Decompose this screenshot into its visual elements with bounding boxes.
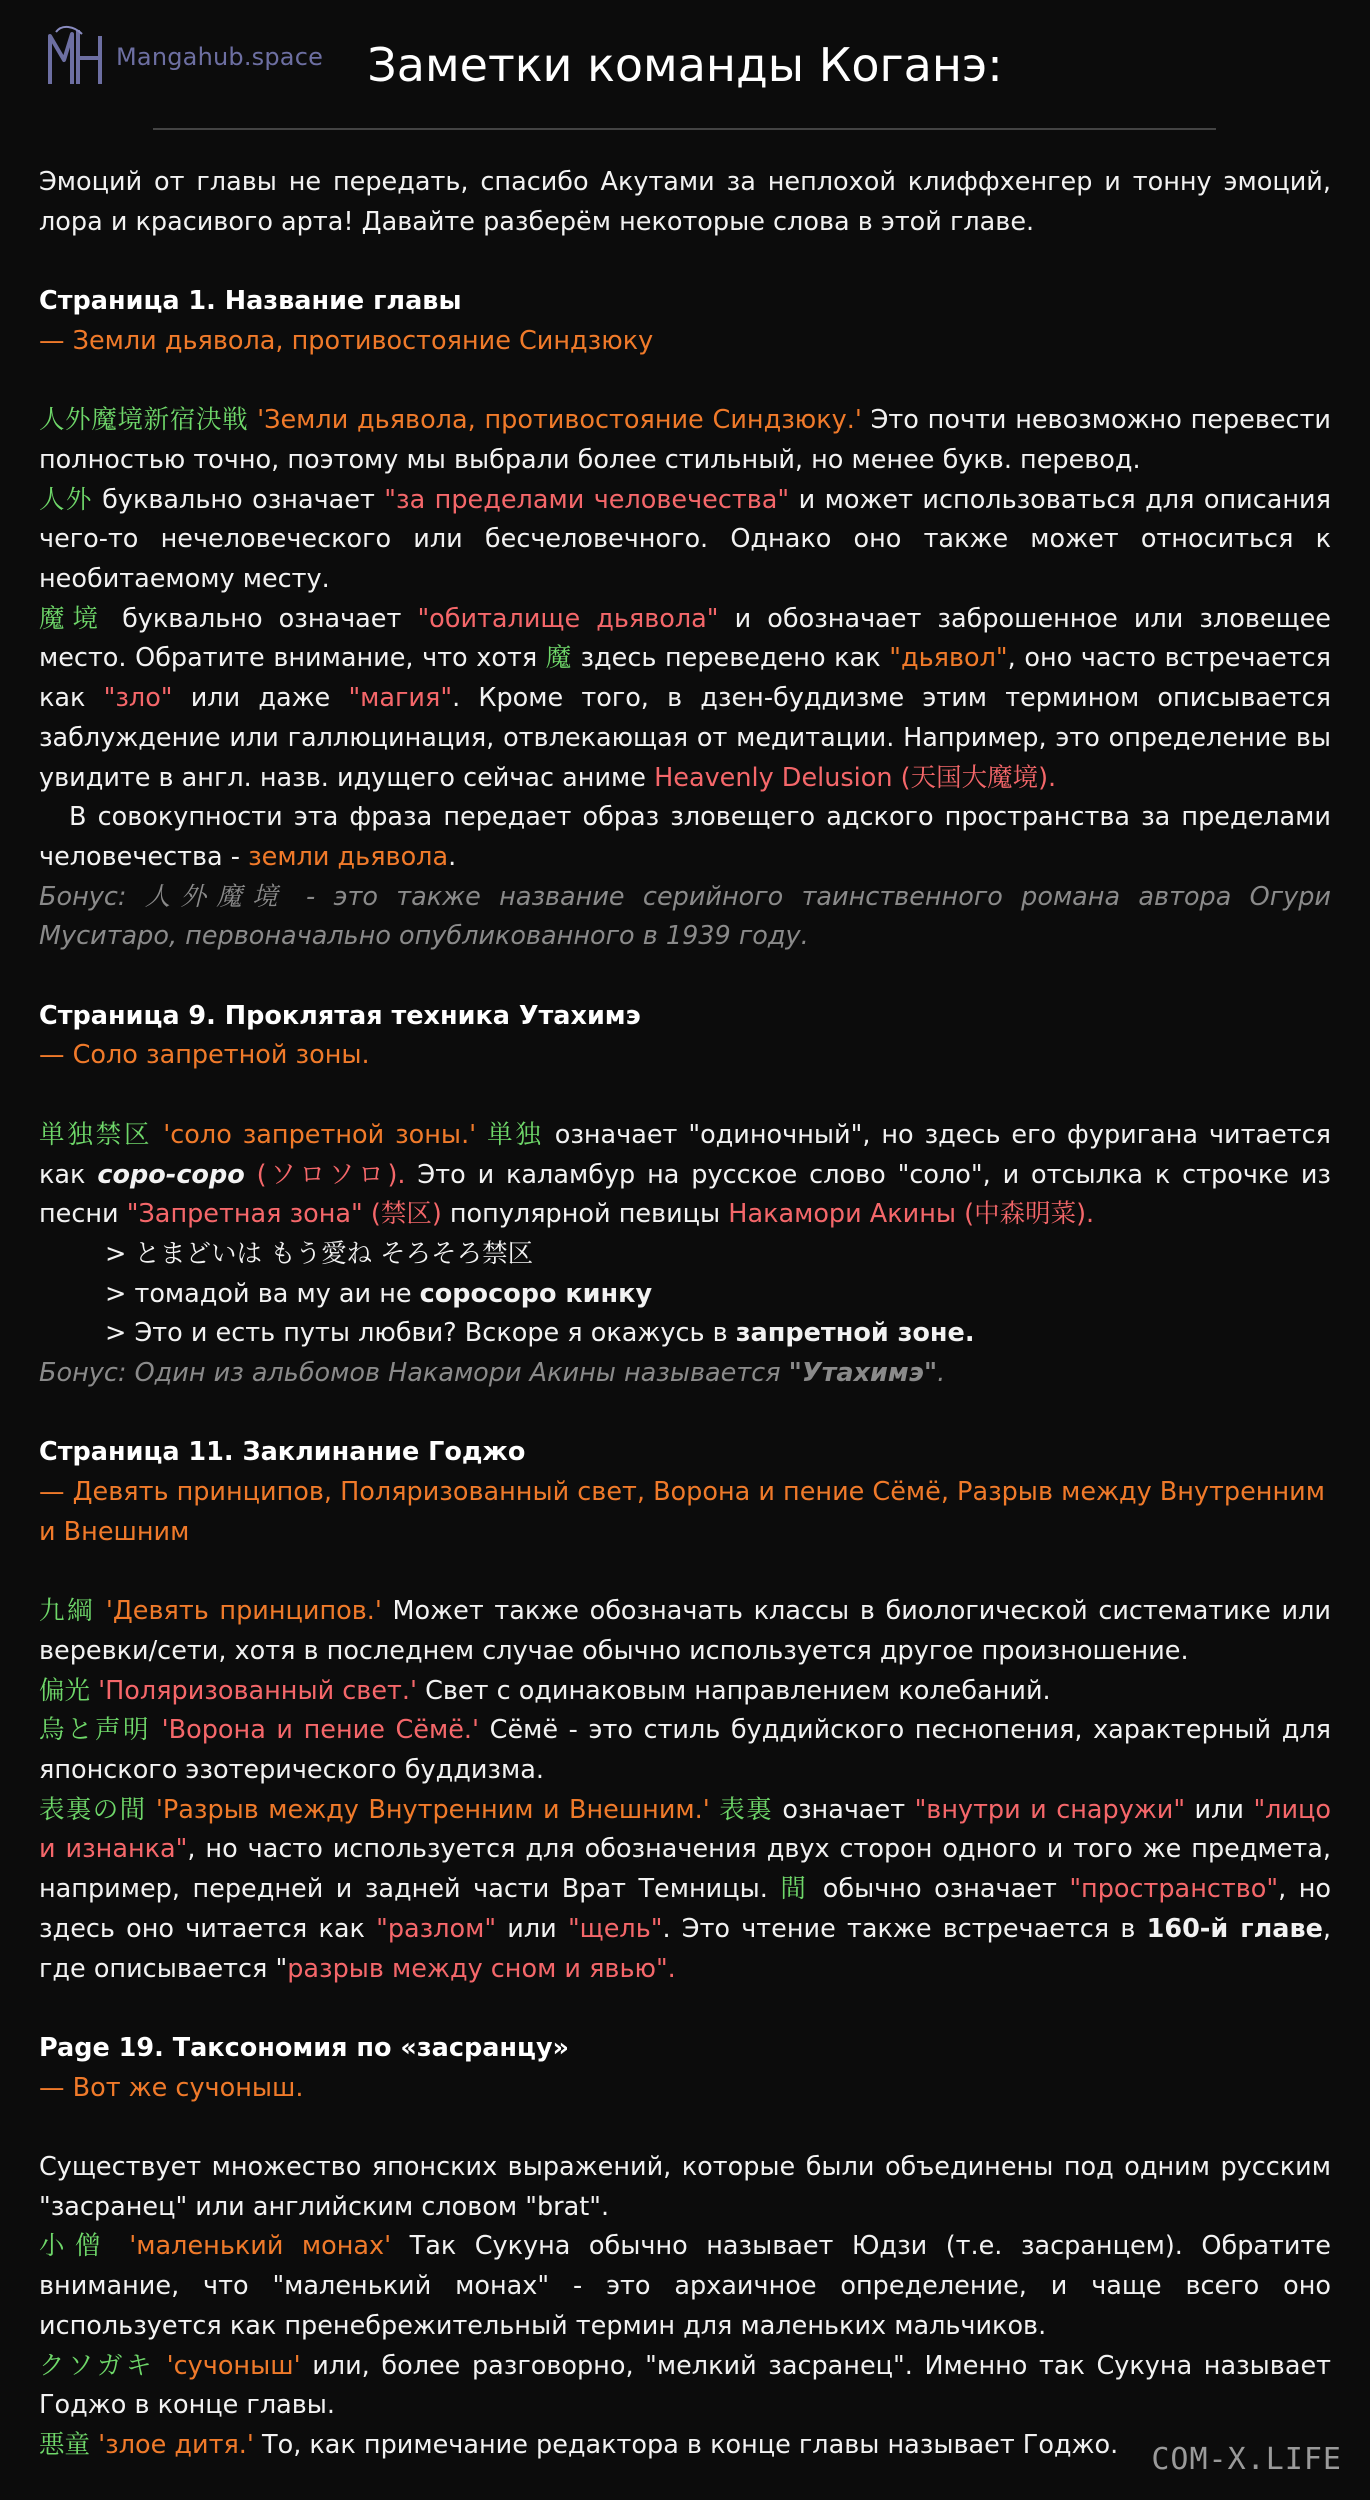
note-text: и может использоваться для описания чего-то нечеловеческого или бесчеловечного. Однако оно также может относиться к необитаемому месту. [39,484,1331,594]
section-subtitle-page1: — Земли дьявола, противостояние Синдзюку [39,325,654,356]
translation-quote: "щель" [567,1913,663,1944]
translation-quote: 'соло запретной зоны.' [152,1119,477,1150]
notes-body [39,163,1331,2466]
note-text: означает "одиночный", но здесь его фуригана читается как [39,1119,1331,1190]
note-text: Это и каламбур на русское слово "соло", и отсылка к строчке из песни [39,1159,1331,1230]
translation-quote: земли дьявола [248,841,449,872]
note-text: или [1185,1794,1254,1825]
lyric-text: > Это и есть путы любви? Вскоре я окажусь в [105,1318,736,1349]
translation-quote: "пространство" [1069,1874,1279,1905]
note-paragraph [39,1672,1331,1712]
note-text: буквально означает [92,484,385,515]
japanese-term: 烏と声明 [39,1715,152,1746]
note-paragraph [39,798,1331,877]
translation-quote: "обиталище дьявола" [417,603,719,634]
note-text: обычно означает [810,1874,1070,1905]
note-text: , но часто используется для обозначения двух сторон одного и того же предмета, например, передней и задней части Врат Темницы. [39,1834,1331,1905]
song-title: "Запретная зона" (禁区) [126,1199,442,1230]
note-text: , оно часто встречается как [39,643,1332,714]
note-paragraph: Существует множество японских выражений, которые были объединены под одним русским "засранец" или английским словом "brat". [39,2152,1331,2222]
lyric-emphasis: соросоро кинку [419,1278,653,1309]
note-text: или [496,1913,568,1944]
note-paragraph [39,2347,1331,2426]
note-paragraph [39,2426,1331,2466]
translation-quote: "внутри и снаружи" [914,1794,1186,1825]
translation-quote: "разлом" [376,1913,497,1944]
note-text: буквально означает [105,603,418,634]
translation-quote: 'Ворона и пение Сёмё.' [151,1715,480,1746]
section-heading-page1: Страница 1. Название главы [39,286,462,317]
note-paragraph [39,1592,1331,1671]
lyric-line [39,1314,1331,1354]
note-text: Это почти невозможно перевести полностью точно, поэтому мы выбрали более стильный, но менее букв. перевод. [39,405,1331,475]
note-text: Сёмё - это стиль буддийского песнопения, характерный для японского эзотерического буддизма. [39,1715,1332,1786]
note-text: здесь переведено как [571,643,890,674]
note-text: Может также обозначать классы в биологической систематике или веревки/сети, хотя в последнем случае обычно используется другое произношение. [39,1596,1331,1666]
translation-quote: "дьявол" [889,643,1008,674]
lyric-line: > とまどいは もう愛ね そろそろ禁区 [105,1238,534,1269]
note-text: и обозначает заброшенное или зловещее место. Обратите внимание, что хотя [39,603,1331,674]
note-text: В совокупности эта фраза передает образ зловещего адского пространства за пределами человечества - [39,802,1331,872]
bonus-emphasis: "Утахимэ" [788,1358,938,1389]
note-paragraph [39,401,1331,480]
section-heading-page19: Page 19. Таксономия по «засранцу» [39,2032,570,2063]
note-text: или, более разговорно, "мелкий засранец". Именно так Сукуна называет Годжо в конце главы. [39,2350,1331,2421]
bonus-note [39,1354,1331,1394]
translation-quote: 'Девять принципов.' [95,1596,382,1627]
japanese-term: 悪童 [39,2429,91,2460]
note-text: , где описывается " [39,1913,1331,1984]
intro-paragraph: Эмоций от главы не передать, спасибо Акутами за неплохой клиффхенгер и тонну эмоций, лора и красивого арта! Давайте разберём некоторые слова в этой главе. [39,167,1331,237]
lyric-line [39,1275,1331,1315]
note-text: . [448,841,457,872]
logo-text: Mangahub.space [116,43,324,71]
translation-quote: 'Земли дьявола, противостояние Синдзюку.' [257,405,862,436]
furigana-reading: соро-соро [97,1159,245,1190]
japanese-term: 小僧 [39,2231,111,2262]
page-title: Заметки команды Коганэ: [367,38,1003,92]
katakana-reading: (ソロソロ). [244,1159,406,1190]
section-subtitle-page9: — Соло запретной зоны. [39,1040,370,1071]
note-paragraph [39,600,1331,799]
translation-quote: 'злое дитя.' [90,2429,254,2460]
japanese-term: 魔 [545,643,572,674]
section-heading-page11: Страница 11. Заклинание Годжо [39,1437,526,1468]
note-text: . Это чтение также встречается в [662,1913,1147,1944]
japanese-term: 九綱 [39,1596,96,1627]
note-text: означает [772,1794,915,1825]
translation-quote: "лицо и изнанка" [39,1794,1331,1865]
anime-title: Heavenly Delusion (天国大魔境). [654,762,1057,793]
translation-quote: 'Разрыв между Внутренним и Внешним.' [146,1794,710,1825]
translation-quote: "магия" [348,683,453,714]
translation-quote: "за пределами человечества" [384,484,790,515]
translation-quote: "зло" [103,683,173,714]
note-text: , но здесь оно читается как [39,1874,1331,1944]
section-subtitle-page19: — Вот же сучоныш. [39,2072,304,2103]
translation-quote: 'сучоныш' [155,2350,301,2381]
section-subtitle-page11: — Девять принципов, Поляризованный свет, Ворона и пение Сёмё, Разрыв между Внутренним и Внешним [39,1477,1325,1547]
singer-name: Накамори Акины (中森明菜). [728,1199,1095,1230]
note-paragraph [39,1116,1331,1235]
japanese-term: 人外魔境新宿決戦 [39,405,249,436]
note-text: . Кроме того, в дзен-буддизме этим термином описывается заблуждение или галлюцинация, отвлекающая от медитации. Например, это определение вы увидите в англ. назв. идущего сейчас аниме [39,683,1331,793]
japanese-term: 間 [780,1874,811,1905]
lyric-emphasis: запретной зоне. [735,1318,975,1349]
note-paragraph [39,1791,1331,1990]
japanese-term: 人外 [39,484,93,515]
watermark: COM-X.LIFE [1151,2442,1342,2477]
note-text: популярной певицы [441,1199,729,1230]
note-text: Так Сукуна обычно называет Юдзи (т.е. засранцем). Обратите внимание, что "маленький монах" - это архаичное определение, и чаще всего оно используется как пренебрежительный термин для маленьких мальчиков. [39,2231,1331,2341]
note-text: Свет с одинаковым направлением колебаний. [416,1675,1051,1706]
japanese-term: 偏光 [39,1675,91,1706]
bonus-text: . [937,1358,946,1389]
translation-quote: 'Поляризованный свет.' [90,1675,417,1706]
japanese-term: 単独禁区 [39,1119,153,1150]
lyric-text: > томадой ва му аи не [105,1278,420,1309]
note-paragraph [39,2227,1331,2346]
title-divider [153,128,1216,130]
note-paragraph [39,481,1331,600]
japanese-term: 単独 [476,1119,544,1150]
bonus-text: Бонус: Один из альбомов Накамори Акины называется [39,1358,789,1389]
japanese-term: 表裏 [709,1794,773,1825]
note-text: То, как примечание редактора в конце главы называет Годжо. [253,2429,1119,2460]
translation-quote: разрыв между сном и явью". [287,1953,676,1984]
japanese-term: 表裏の間 [39,1794,147,1825]
japanese-term: 魔境 [39,603,106,634]
bonus-note: Бонус: 人外魔境 - это также название серийного таинственного романа автора Огури Муситаро, первоначально опубликованного в 1939 году. [39,881,1331,952]
section-heading-page9: Страница 9. Проклятая техника Утахимэ [39,1000,641,1031]
japanese-term: クソガキ [39,2350,156,2381]
note-paragraph [39,1711,1331,1790]
chapter-reference: 160-й главе [1146,1913,1323,1944]
note-text: или даже [172,683,349,714]
translation-quote: 'маленький монах' [110,2231,392,2262]
